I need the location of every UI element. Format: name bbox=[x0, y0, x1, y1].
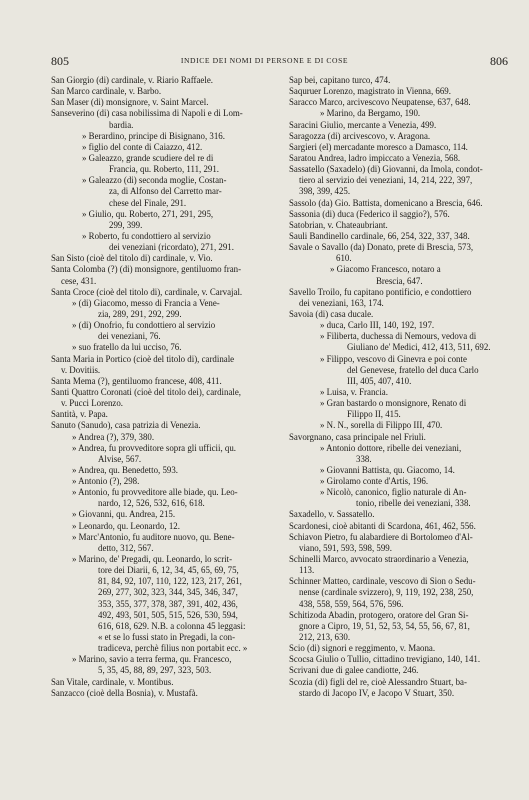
index-entry-line: tonio, ribelle dei veneziani, 338. bbox=[356, 498, 471, 509]
index-entry-line: v. Pucci Lorenzo. bbox=[61, 398, 124, 409]
index-entry-line: Saracco Marco, arcivescovo Neupatense, 637, 648. bbox=[289, 97, 471, 108]
index-entry-line: » Giovanni, qu. Andrea, 215. bbox=[72, 509, 176, 520]
index-entry-line: « et se lo fussi stato in Pregadi, la con- bbox=[98, 632, 236, 643]
left-page-number: 805 bbox=[51, 54, 69, 68]
index-entry-line: » Giovanni Battista, qu. Giacomo, 14. bbox=[320, 464, 455, 475]
index-entry-line: 212, 213, 630. bbox=[299, 632, 351, 643]
index-entry-line: » (di) Giacomo, messo di Francia a Vene- bbox=[72, 297, 220, 308]
index-entry-line: » Antonio, fu provveditore alle biade, qu. Leo- bbox=[72, 487, 238, 498]
index-entry-line: tore dei Diarii, 6, 12, 34, 45, 65, 69, 75, bbox=[98, 565, 239, 576]
index-entry-line: » Antonio (?), 298. bbox=[72, 476, 140, 487]
index-entry-line: Sap bei, capitano turco, 474. bbox=[289, 75, 391, 85]
index-entry-line: Saquruer Lorenzo, magistrato in Vienna, 669. bbox=[289, 86, 451, 97]
index-entry-line: » Girolamo conte d'Artis, 196. bbox=[320, 476, 429, 487]
index-entry-line: Giuliano de' Medici, 412, 413, 511, 692. bbox=[347, 342, 491, 353]
index-entry-line: Santi Quattro Coronati (cioè del titolo dei), cardinale, bbox=[51, 386, 242, 397]
index-entry-line: 610. bbox=[336, 253, 352, 264]
index-entry-line: Saragozza (di) arcivescovo, v. Aragona. bbox=[289, 130, 431, 141]
index-entry-line: » Luisa, v. Francia. bbox=[320, 386, 388, 397]
index-entry-line: » Marino, da Bergamo, 190. bbox=[320, 108, 421, 119]
index-entry-line: Savoia (di) casa ducale. bbox=[289, 308, 374, 319]
index-entry-line: chese del Finale, 291. bbox=[109, 197, 187, 208]
index-entry-line: Santa Mema (?), gentiluomo francese, 408, 411. bbox=[51, 375, 222, 386]
index-entry-line: za, di Alfonso del Carretto mar- bbox=[109, 186, 222, 197]
index-entry-line: » Leonardo, qu. Leonardo, 12. bbox=[72, 520, 180, 531]
index-entry-line: » suo fratello da lui ucciso, 76. bbox=[72, 342, 182, 353]
index-entry-line: » Andrea (?), 379, 380. bbox=[72, 431, 155, 442]
index-entry-line: 353, 355, 377, 378, 387, 391, 402, 436, bbox=[98, 598, 238, 609]
index-entry-line: Sauli Bandinello cardinale, 66, 254, 322, 337, 348. bbox=[289, 230, 470, 241]
index-entry-line: Schinelli Marco, avvocato straordinario a Venezia, bbox=[289, 554, 469, 565]
index-entry-line: » Berardino, principe di Bisignano, 316. bbox=[82, 130, 225, 141]
index-entry-line: San Sisto (cioè del titolo di) cardinale, v. Vio. bbox=[51, 253, 213, 264]
index-entry-line: viano, 591, 593, 598, 599. bbox=[299, 542, 392, 553]
index-entry-line: » Andrea, qu. Benedetto, 593. bbox=[72, 464, 178, 475]
index-entry-line: Sanuto (Sanudo), casa patrizia di Venezia. bbox=[51, 420, 201, 431]
index-entry-line: Santa Croce (cioè del titolo di), cardinale, v. Carvajal. bbox=[51, 286, 243, 297]
index-entry-line: Savorgnano, casa principale nel Friuli. bbox=[289, 431, 426, 442]
index-entry-line: Saxadello, v. Sassatello. bbox=[289, 509, 375, 520]
index-entry-line: Schitizoda Abadin, protogero, oratore del Gran Si- bbox=[289, 609, 469, 620]
index-entry-line: 438, 558, 559, 564, 576, 596. bbox=[299, 598, 404, 609]
index-entry-line: Scozia (di) figli del re, cioè Alessandro Stuart, ba- bbox=[289, 676, 467, 687]
index-entry-line: San Marco cardinale, v. Barbo. bbox=[51, 86, 162, 97]
index-entry-line: » Roberto, fu condottiero al servizio bbox=[82, 230, 211, 241]
index-entry-line: » figlio del conte di Caiazzo, 412. bbox=[82, 141, 203, 152]
index-entry-line: Sanseverino (di) casa nobilissima di Napoli e di Lom- bbox=[51, 108, 243, 119]
index-entry-line: » Galeazzo (di) seconda moglie, Costan- bbox=[82, 175, 227, 186]
left-index-column bbox=[51, 75, 281, 699]
index-entry-line: del Genevese, fratello del duca Carlo bbox=[347, 364, 479, 375]
index-entry-line: Brescia, 647. bbox=[376, 275, 423, 286]
index-entry-line: » Marino, savio a terra ferma, qu. Francesco, bbox=[72, 654, 232, 665]
index-entry-line: » Gran bastardo o monsignore, Renato di bbox=[320, 398, 467, 409]
index-entry-line: » Filippo, vescovo di Ginevra e poi conte bbox=[320, 353, 467, 364]
index-entry-line: Sassolo (da) Gio. Battista, domenicano a Brescia, 646. bbox=[289, 197, 483, 208]
index-entry-line: Scardonesi, cioè abitanti di Scardona, 461, 462, 556. bbox=[289, 520, 476, 531]
index-entry-line: 113. bbox=[299, 565, 315, 576]
index-entry-line: Santità, v. Papa. bbox=[51, 409, 108, 420]
index-entry-line: nense (cardinale svizzero), 9, 119, 192, 238, 250, bbox=[299, 587, 474, 598]
index-entry-line: tradiceva, perchè filius non portabit ecc. » bbox=[98, 643, 248, 654]
index-entry-line: gnore a Cipro, 19, 51, 52, 53, 54, 55, 56, 67, 81, bbox=[299, 620, 470, 631]
index-entry-line: v. Dovitiis. bbox=[61, 364, 101, 375]
index-entry-line: cese, 431. bbox=[61, 275, 97, 286]
index-entry-line: Alvise, 567. bbox=[98, 453, 142, 464]
index-entry-line: Santa Colomba (?) (di) monsignore, gentiluomo fran- bbox=[51, 264, 242, 275]
index-entry-line: » Filiberta, duchessa di Nemours, vedova di bbox=[320, 331, 477, 342]
index-entry-line: 81, 84, 92, 107, 110, 122, 123, 217, 261, bbox=[98, 576, 242, 587]
index-entry-line: tiero al servizio dei veneziani, 14, 214, 222, 397, bbox=[299, 175, 473, 186]
index-entry-line: » N. N., sorella di Filippo III, 470. bbox=[320, 420, 443, 431]
index-entry-line: Schiavon Pietro, fu alabardiere di Bortolomeo d'Al- bbox=[289, 531, 473, 542]
index-entry-line: Sassatello (Saxadelo) (di) Giovanni, da Imola, condot- bbox=[289, 164, 483, 175]
index-entry-line: Sanzacco (cioè della Bosnia), v. Mustafà. bbox=[51, 687, 198, 698]
index-entry-line: 269, 277, 302, 323, 344, 345, 346, 347, bbox=[98, 587, 238, 598]
index-entry-line: Savale o Savallo (da) Donato, prete di Brescia, 573, bbox=[289, 242, 474, 253]
index-entry-line: 338. bbox=[356, 453, 372, 464]
index-entry-line: 492, 493, 501, 505, 515, 526, 530, 594, bbox=[98, 609, 238, 620]
index-entry-line: » Andrea, fu provveditore sopra gli ufficii, qu. bbox=[72, 442, 236, 453]
index-entry-line: Saracini Giulio, mercante a Venezia, 499. bbox=[289, 119, 437, 130]
index-entry-line: nardo, 12, 526, 532, 616, 618. bbox=[98, 498, 205, 509]
index-entry-line: » Marino, de' Pregadi, qu. Leonardo, lo scrit- bbox=[72, 554, 233, 565]
index-entry-line: » Antonio dottore, ribelle dei veneziani, bbox=[320, 442, 462, 453]
index-entry-line: 398, 399, 425. bbox=[299, 186, 351, 197]
index-entry-line: » Giacomo Francesco, notaro a bbox=[330, 264, 441, 275]
index-entry-line: dei veneziani, 76. bbox=[98, 331, 161, 342]
running-title: INDICE DEI NOMI DI PERSONE E DI COSE bbox=[180, 56, 349, 65]
index-entry-line: San Maser (di) monsignore, v. Saint Marcel. bbox=[51, 97, 209, 108]
index-entry-line: » Giulio, qu. Roberto, 271, 291, 295, bbox=[82, 208, 214, 219]
index-entry-line: » Nicolò, canonico, figlio naturale di An- bbox=[320, 487, 467, 498]
index-entry-line: Scio (di) signori e reggimento, v. Maona. bbox=[289, 643, 436, 654]
index-entry-line: Saratou Andrea, ladro impiccato a Venezia, 568. bbox=[289, 152, 461, 163]
right-page-number: 806 bbox=[490, 54, 508, 68]
page-header bbox=[0, 54, 529, 70]
index-entry-line: Santa Maria in Portico (cioè del titolo di), cardinale bbox=[51, 353, 235, 364]
index-entry-line: » (di) Onofrio, fu condottiero al servizio bbox=[72, 320, 216, 331]
index-entry-line: San Giorgio (di) cardinale, v. Riario Raffaele. bbox=[51, 75, 213, 85]
index-entry-line: San Vitale, cardinale, v. Montibus. bbox=[51, 676, 174, 687]
index-entry-line: dei veneziani (ricordato), 271, 291. bbox=[109, 242, 234, 253]
index-entry-line: » duca, Carlo III, 140, 192, 197. bbox=[320, 320, 435, 331]
right-index-column bbox=[289, 75, 519, 699]
index-entry-line: Francia, qu. Roberto, 111, 291. bbox=[109, 164, 220, 175]
index-entry-line: III, 405, 407, 410. bbox=[347, 375, 412, 386]
index-entry-line: Filippo II, 415. bbox=[347, 409, 401, 420]
index-entry-line: 5, 35, 45, 88, 89, 297, 323, 503. bbox=[98, 665, 212, 676]
index-entry-line: dei veneziani, 163, 174. bbox=[299, 297, 384, 308]
index-entry-line: Scocsa Giulio o Tullio, cittadino trevigiano, 140, 141. bbox=[289, 654, 481, 665]
index-entry-line: Sassonia (di) duca (Federico il saggio?), 576. bbox=[289, 208, 450, 219]
index-entry-line: zia, 289, 291, 292, 299. bbox=[98, 308, 182, 319]
index-entry-line: » Galeazzo, grande scudiere del re di bbox=[82, 152, 214, 163]
index-entry-line: Scrivani due di galee candiotte, 246. bbox=[289, 665, 419, 676]
index-entry-line: bardia. bbox=[109, 119, 134, 130]
index-entry-line: 299, 399. bbox=[109, 219, 143, 230]
index-entry-line: stardo di Jacopo IV, e Jacopo V Stuart, 350. bbox=[299, 687, 455, 698]
index-entry-line: Satobrian, v. Chateaubriant. bbox=[289, 219, 388, 230]
index-entry-line: detto, 312, 567. bbox=[98, 542, 154, 553]
index-entry-line: 616, 618, 629. N.B. a colonna 45 leggasi: bbox=[98, 620, 246, 631]
index-entry-line: Schinner Matteo, cardinale, vescovo di Sion o Sedu- bbox=[289, 576, 476, 587]
index-entry-line: Sargieri (el) mercadante moresco a Damasco, 114. bbox=[289, 141, 468, 152]
index-entry-line: » Marc'Antonio, fu auditore nuovo, qu. Bene- bbox=[72, 531, 235, 542]
index-entry-line: Savello Troilo, fu capitano pontificio, e condottiero bbox=[289, 286, 472, 297]
